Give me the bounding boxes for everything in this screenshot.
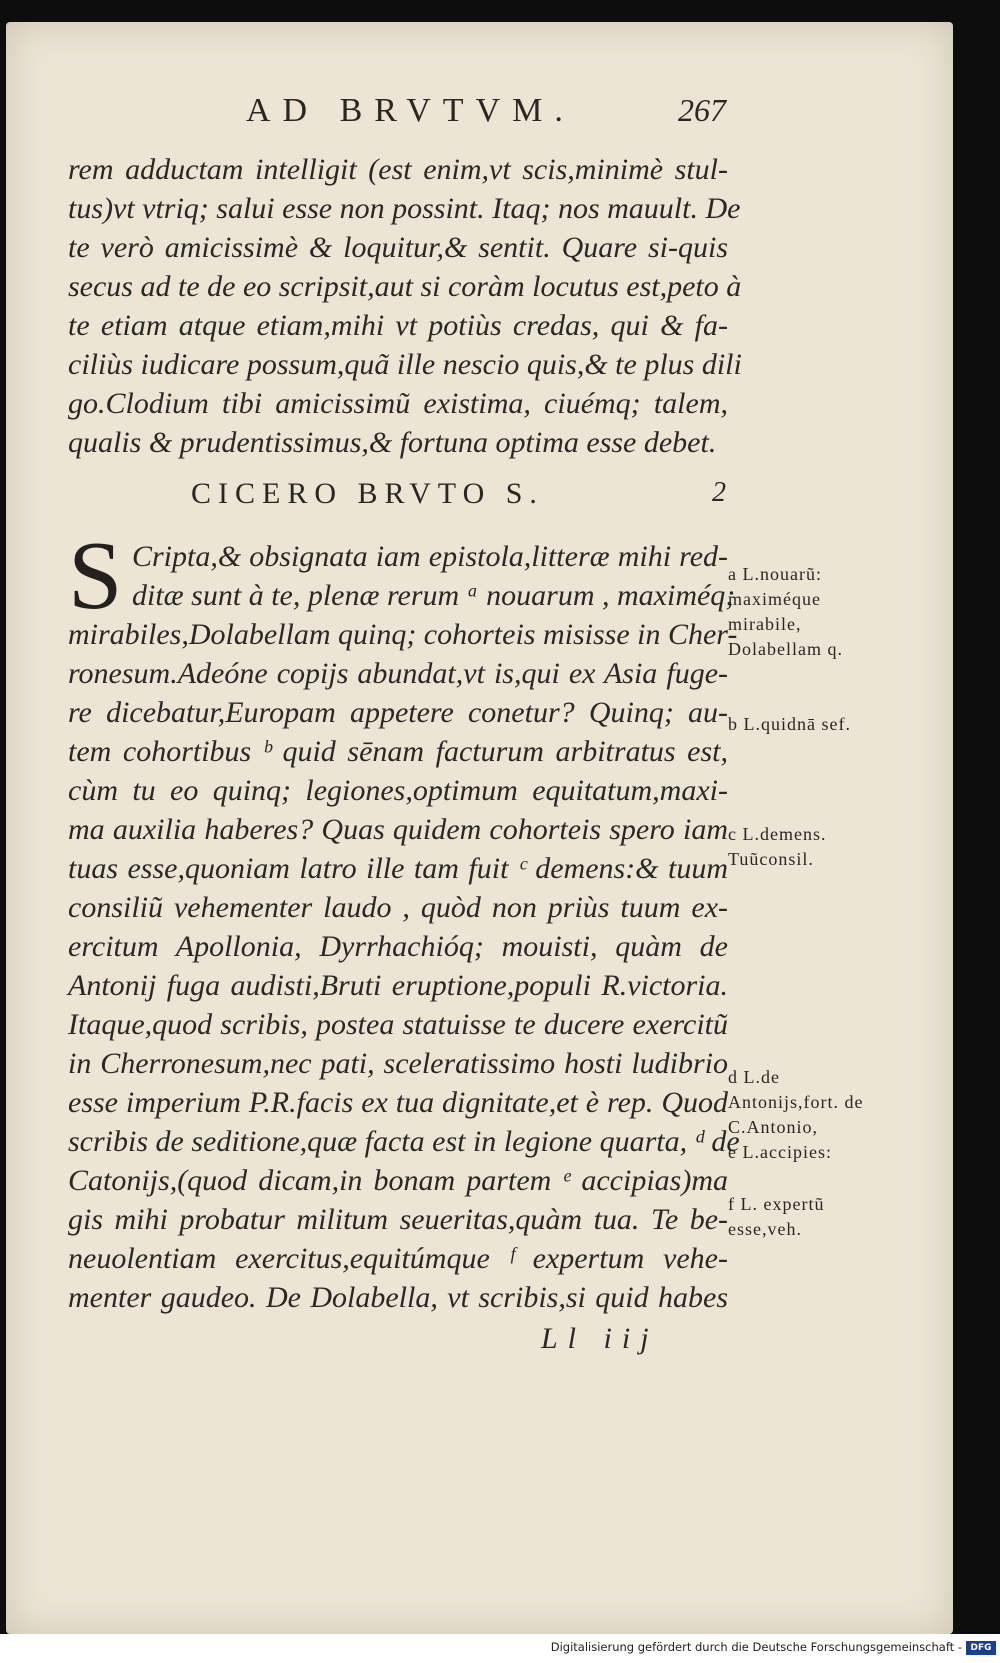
margin-note: b L.quidnā sef. — [728, 714, 851, 734]
text-line: qualis & prudentissimus,& fortuna optima esse debet. — [68, 426, 717, 459]
margin-note: a L.nouarũ: maximéque mirabile, Dolabellam q. — [728, 564, 843, 659]
letter-number: 2 — [712, 477, 726, 508]
book-page — [6, 22, 953, 1634]
text-line: menter gaudeo. De Dolabella, vt scribis,si quid habes — [68, 1281, 728, 1314]
text-line: ciliùs iudicare possum,quã ille nescio quis,& te plus dili — [68, 348, 742, 381]
text-line: mirabiles,Dolabellam quinq; cohorteis misisse in Cher- — [68, 618, 738, 651]
text-line: ditæ sunt à te, plenæ rerum ᵃ nouarum , maximéq; — [132, 579, 736, 612]
text-line: ma auxilia haberes? Quas quidem cohorteis spero iam — [68, 813, 728, 846]
digitization-footer — [0, 1634, 1000, 1663]
text-line: ronesum.Adeóne copijs abundat,vt is,qui ex Asia fuge- — [68, 657, 728, 690]
page-number: 267 — [678, 92, 726, 128]
text-line: Catonijs,(quod dicam,in bonam partem ᵉ accipias)ma — [68, 1164, 728, 1197]
letter-body — [68, 537, 740, 1317]
letter-heading — [191, 477, 726, 521]
letter-continuation — [68, 150, 742, 462]
signature-mark: Ll iij — [541, 1322, 659, 1355]
text-line: go.Clodium tibi amicissimũ existima, ciuémq; talem, — [68, 387, 728, 420]
margin-note: d L.de Antonijs,fort. de C.Antonio, — [728, 1067, 864, 1137]
text-line: scribis de seditione,quæ facta est in legione quarta, ᵈ de — [68, 1125, 740, 1158]
text-line: Cripta,& obsignata iam epistola,litteræ mihi red- — [132, 540, 728, 573]
text-line: tuas esse,quoniam latro ille tam fuit ᶜ demens:& tuum — [68, 852, 728, 885]
text-line: tus)vt vtriq; salui esse non possint. Itaq; nos mauult. De — [68, 192, 741, 225]
funding-credit: Digitalisierung gefördert durch die Deutsche Forschungsgemeinschaft - — [550, 1640, 962, 1654]
margin-note: e L.accipies: — [728, 1142, 832, 1162]
text-line: in Cherronesum,nec pati, sceleratissimo hosti ludibrio — [68, 1047, 728, 1080]
text-line: cùm tu eo quinq; legiones,optimum equitatum,maxi- — [68, 774, 728, 807]
text-line: te verò amicissimè & loquitur,& sentit. Quare si-quis — [68, 231, 728, 264]
text-line: rem adductam intelligit (est enim,vt scis,minimè stul- — [68, 153, 728, 186]
text-line: Antonij fuga audisti,Bruti eruptione,populi R.victoria. — [68, 969, 728, 1002]
margin-note: f L. expertũ esse,veh. — [728, 1194, 825, 1239]
text-line: Itaque,quod scribis, postea statuisse te ducere exercitũ — [68, 1008, 728, 1041]
letter-heading-title: CICERO BRVTO S. — [191, 477, 544, 510]
running-title: AD BRVTVM. — [246, 92, 575, 129]
margin-note: c L.demens. Tuũconsil. — [728, 824, 827, 869]
text-line: esse imperium P.R.facis ex tua dignitate,et è rep. Quod — [68, 1086, 728, 1119]
text-line: re dicebatur,Europam appetere conetur? Quinq; au- — [68, 696, 728, 729]
page-header — [246, 92, 726, 142]
dfg-logo: DFG — [966, 1641, 996, 1655]
text-line: secus ad te de eo scripsit,aut si coràm locutus est,peto à — [68, 270, 742, 303]
text-line: gis mihi probatur militum seueritas,quàm tua. Te be- — [68, 1203, 728, 1236]
text-line: te etiam atque etiam,mihi vt potiùs credas, qui & fa- — [68, 309, 728, 342]
text-line: neuolentiam exercitus,equitúmque ᶠ expertum vehe- — [68, 1242, 728, 1275]
text-line: consiliũ vehementer laudo , quòd non priùs tuum ex- — [68, 891, 728, 924]
text-line: tem cohortibus ᵇ quid sēnam facturum arbitratus est, — [68, 735, 728, 768]
drop-capital: S — [68, 522, 123, 630]
text-line: ercitum Apollonia, Dyrrhachióq; mouisti, quàm de — [68, 930, 728, 963]
